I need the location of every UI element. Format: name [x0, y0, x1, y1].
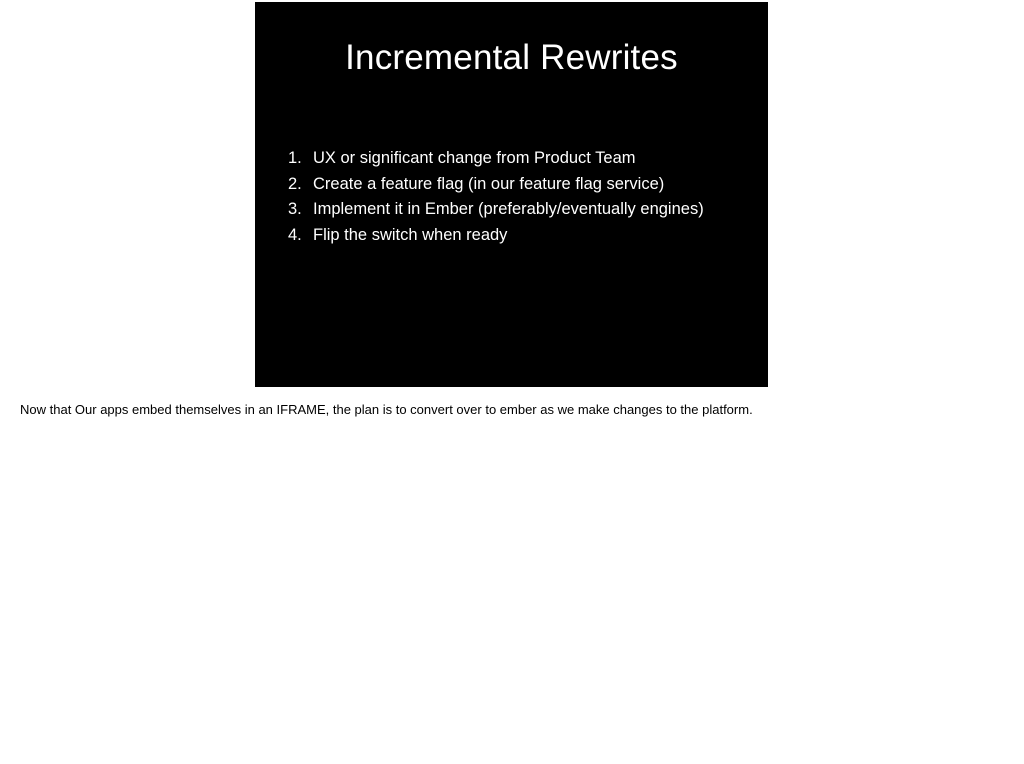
- step-number: 4.: [288, 225, 302, 244]
- steps-list: [288, 146, 704, 248]
- step-text: Flip the switch when ready: [313, 225, 508, 244]
- speaker-notes: Now that Our apps embed themselves in an IFRAME, the plan is to convert over to ember as we make changes to the platform.: [20, 402, 753, 417]
- step-text: UX or significant change from Product Team: [313, 149, 636, 167]
- step-text: Implement it in Ember (preferably/eventually engines): [313, 200, 704, 218]
- step-number: 3.: [288, 200, 302, 218]
- step-number: 2.: [288, 174, 302, 193]
- slide-title: Incremental Rewrites: [345, 38, 678, 77]
- list-item: [288, 197, 704, 223]
- list-item: [288, 172, 704, 198]
- step-text: Create a feature flag (in our feature flag service): [313, 174, 665, 193]
- step-number: 1.: [288, 149, 302, 167]
- slide: [255, 2, 768, 387]
- list-item: [288, 223, 704, 249]
- list-item: [288, 146, 704, 172]
